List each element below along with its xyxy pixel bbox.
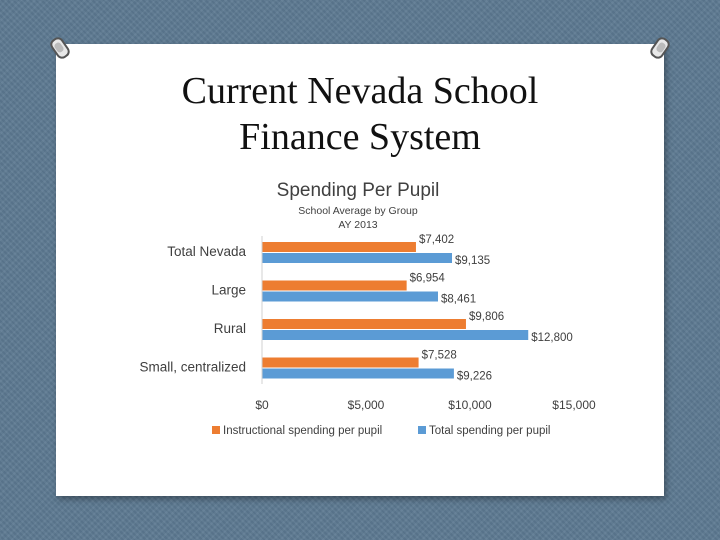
slide-title-line1: Current Nevada School <box>181 70 539 112</box>
x-tick-label: $15,000 <box>552 398 596 412</box>
legend-swatch <box>418 426 426 434</box>
legend-label: Total spending per pupil <box>429 425 551 437</box>
bar-instructional <box>262 319 466 329</box>
bar-total <box>262 330 528 340</box>
chart-title: Spending Per Pupil <box>276 180 440 201</box>
data-label: $8,461 <box>440 293 477 306</box>
legend <box>212 425 550 437</box>
data-label: $9,806 <box>468 311 505 323</box>
chart-subtitle-line2: AY 2013 <box>338 219 378 231</box>
bar-instructional <box>262 281 407 291</box>
category-label: Rural <box>213 321 246 336</box>
legend-label: Instructional spending per pupil <box>223 425 383 437</box>
bar-instructional <box>262 242 416 252</box>
data-label: $12,800 <box>531 332 573 344</box>
bar-total <box>262 369 454 379</box>
chart-subtitle-line1: School Average by Group <box>298 205 418 217</box>
x-tick-label: $5,000 <box>347 398 385 412</box>
bars-group <box>139 234 572 383</box>
data-label: $9,226 <box>456 370 493 383</box>
data-label: $7,528 <box>421 349 457 362</box>
category-label: Small, centralized <box>139 359 246 375</box>
x-tick-label: $0 <box>255 398 269 412</box>
bar-total <box>262 253 452 263</box>
category-label: Large <box>211 282 246 298</box>
bar-total <box>262 292 438 302</box>
x-tick-label: $10,000 <box>448 398 492 412</box>
data-label: $6,954 <box>409 272 445 285</box>
data-label: $9,135 <box>455 255 491 267</box>
data-label: $7,402 <box>418 234 455 246</box>
slide-title-line2: Finance System <box>239 116 481 158</box>
category-label: Total Nevada <box>167 244 246 259</box>
legend-swatch <box>212 426 220 434</box>
bar-instructional <box>262 358 419 368</box>
